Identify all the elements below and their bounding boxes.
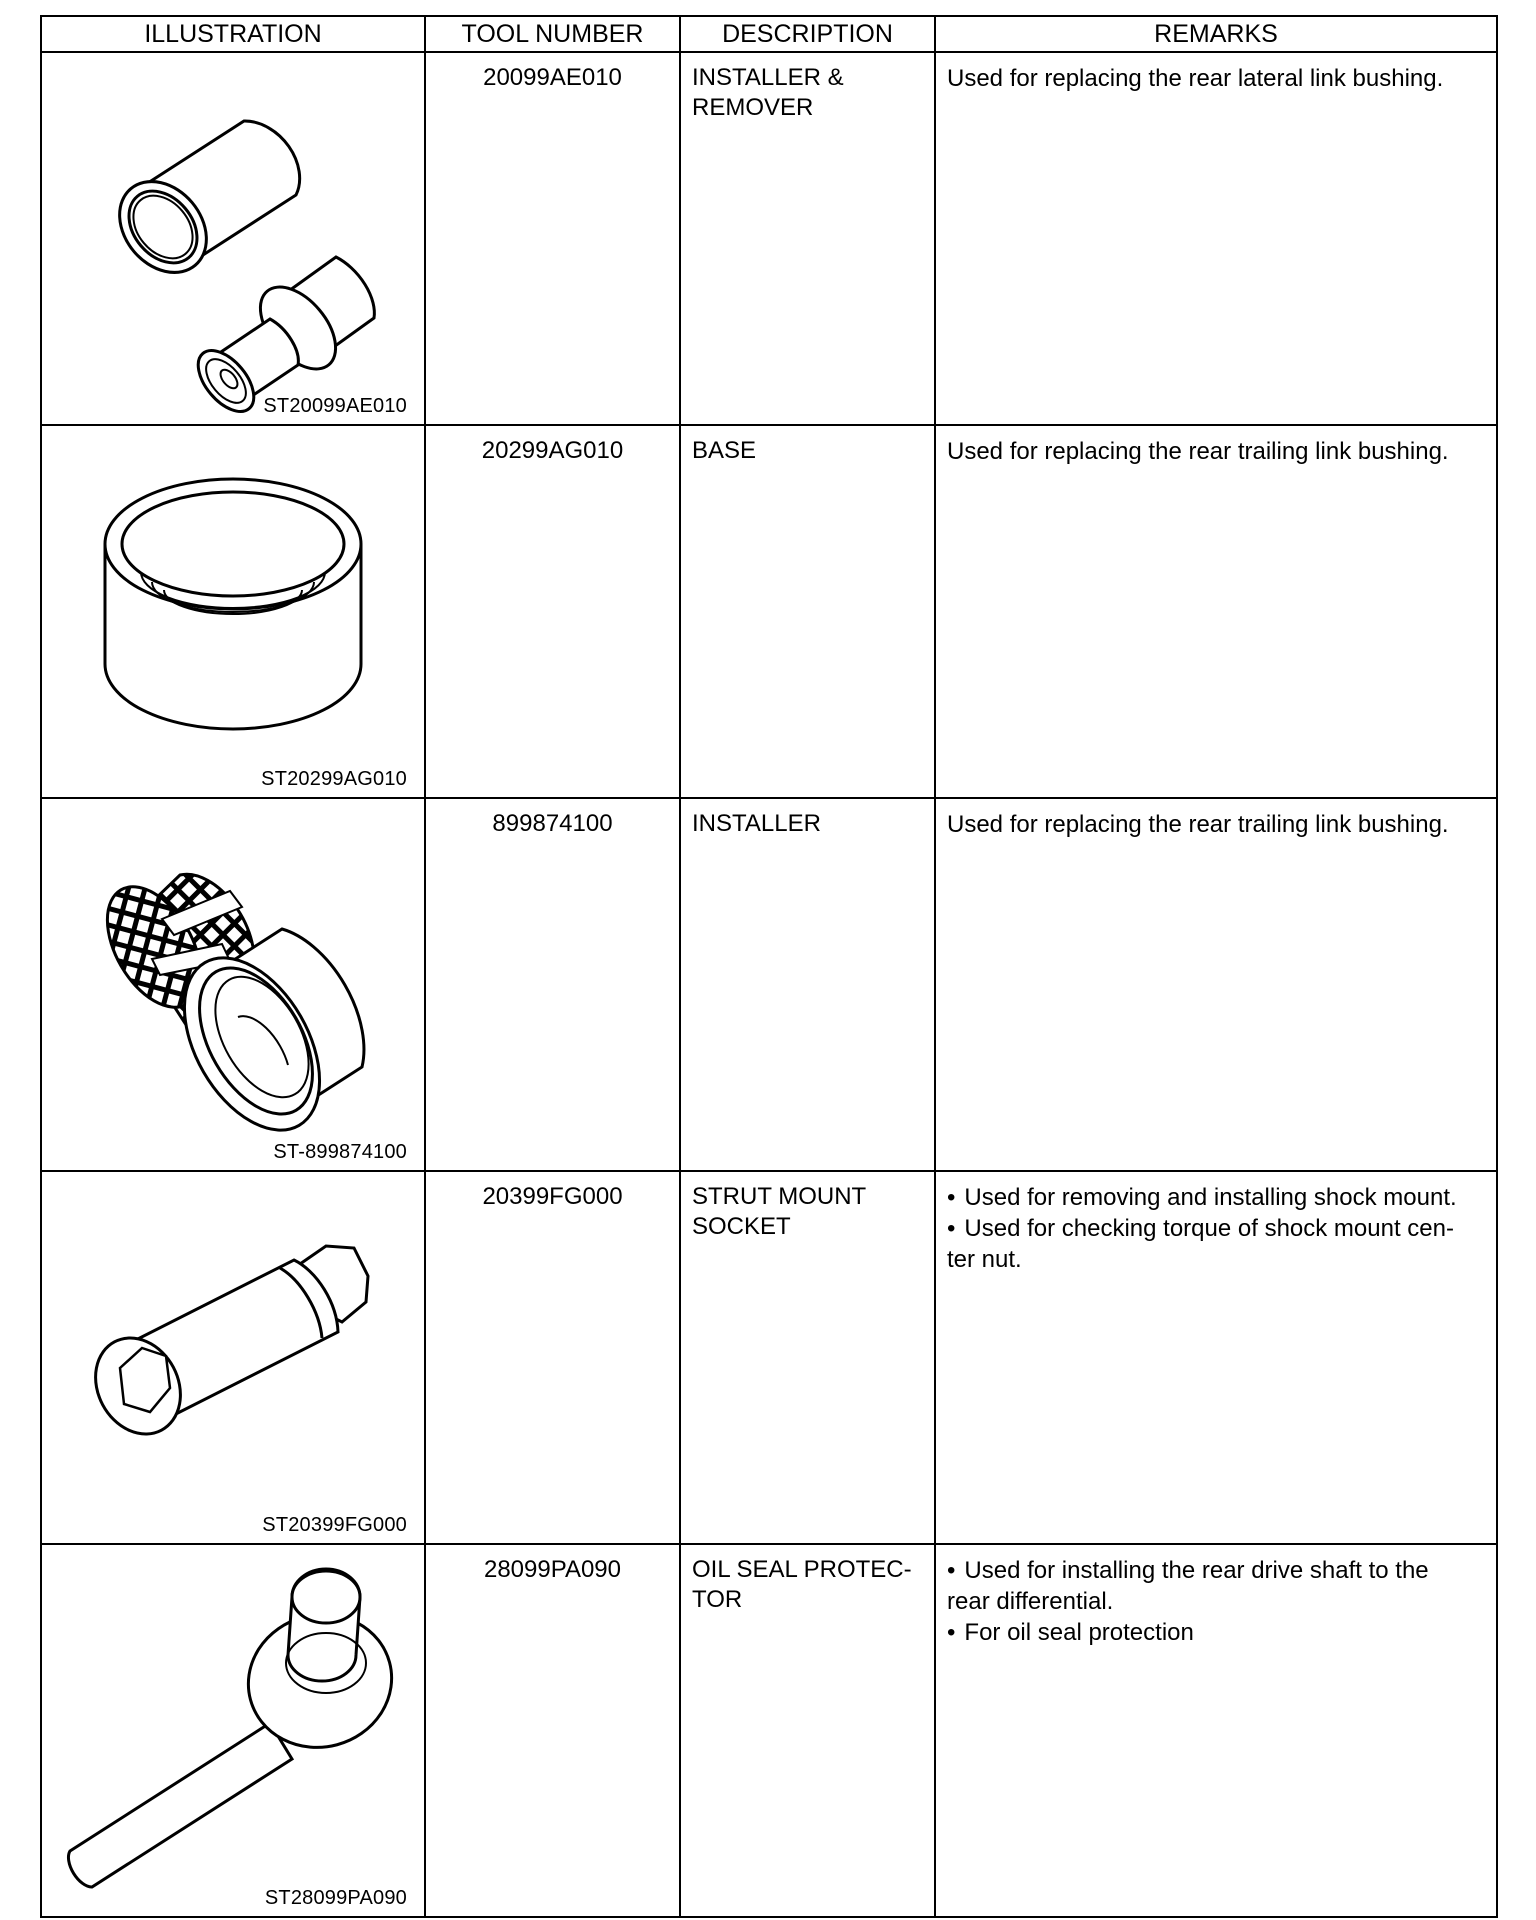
illustration-cell: [41, 798, 425, 1171]
remarks-text: Used for installing the rear drive shaft to the: [964, 1557, 1429, 1584]
tool-number-cell: 20099AE010: [425, 52, 680, 425]
description-line: INSTALLER: [692, 810, 821, 837]
illustration-cell: [41, 52, 425, 425]
bullet-dot: •: [947, 1557, 956, 1584]
table-row: [41, 425, 1497, 798]
table-row: [41, 1544, 1497, 1917]
illustration-cell: [41, 425, 425, 798]
remarks-cell: [935, 1544, 1497, 1917]
tool-number-cell: 899874100: [425, 798, 680, 1171]
remarks-text: Used for checking torque of shock mount cen-: [964, 1215, 1454, 1242]
remarks-text: Used for replacing the rear trailing link bushing.: [947, 438, 1449, 465]
installer-remover-illustration: [42, 53, 426, 424]
remarks-text: Used for replacing the rear lateral link bushing.: [947, 65, 1444, 92]
remarks-bullet-item: [947, 1182, 1488, 1213]
tool-number-cell: 20399FG000: [425, 1171, 680, 1544]
description-cell: [680, 1544, 935, 1917]
table-row: [41, 1171, 1497, 1544]
oil-seal-protector-illustration: [42, 1545, 426, 1916]
description-cell: [680, 1171, 935, 1544]
remarks-bullet-list: [947, 1555, 1488, 1648]
description-cell: [680, 798, 935, 1171]
table-row: [41, 52, 1497, 425]
remarks-bullet-item: [947, 1213, 1488, 1275]
header-tool-number: TOOL NUMBER: [425, 16, 680, 52]
description-line: INSTALLER &: [692, 64, 844, 91]
header-illustration: ILLUSTRATION: [41, 16, 425, 52]
bullet-dot: •: [947, 1184, 956, 1211]
special-tools-table: [40, 15, 1498, 1918]
remarks-bullet-list: [947, 1182, 1488, 1275]
description-cell: [680, 52, 935, 425]
illustration-cell: [41, 1544, 425, 1917]
remarks-cell: [935, 798, 1497, 1171]
description-line: SOCKET: [692, 1213, 791, 1240]
header-remarks: REMARKS: [935, 16, 1497, 52]
illustration-cell: [41, 1171, 425, 1544]
illustration-caption: ST20099AE010: [263, 395, 407, 417]
remarks-text: For oil seal protection: [964, 1619, 1194, 1646]
remarks-text: rear differential.: [947, 1588, 1114, 1615]
remarks-cell: [935, 425, 1497, 798]
remarks-bullet-item: [947, 1617, 1488, 1648]
illustration-caption: ST20299AG010: [261, 768, 407, 790]
description-line: OIL SEAL PROTEC-: [692, 1556, 912, 1583]
tool-number-cell: 20299AG010: [425, 425, 680, 798]
installer-knurled-illustration: [42, 799, 426, 1170]
description-line: TOR: [692, 1586, 743, 1613]
base-illustration: [42, 426, 426, 797]
strut-mount-socket-illustration: [42, 1172, 426, 1543]
remarks-text: ter nut.: [947, 1246, 1022, 1273]
description-cell: [680, 425, 935, 798]
remarks-cell: [935, 1171, 1497, 1544]
description-line: REMOVER: [692, 94, 814, 121]
table-row: [41, 798, 1497, 1171]
bullet-dot: •: [947, 1619, 956, 1646]
bullet-dot: •: [947, 1215, 956, 1242]
remarks-bullet-item: [947, 1555, 1488, 1617]
remarks-cell: [935, 52, 1497, 425]
table-header-row: [41, 16, 1497, 52]
remarks-text: Used for removing and installing shock mount.: [964, 1184, 1457, 1211]
illustration-caption: ST-899874100: [273, 1141, 407, 1163]
description-line: STRUT MOUNT: [692, 1183, 867, 1210]
illustration-caption: ST20399FG000: [262, 1514, 407, 1536]
tool-number-cell: 28099PA090: [425, 1544, 680, 1917]
description-line: BASE: [692, 437, 757, 464]
header-description: DESCRIPTION: [680, 16, 935, 52]
remarks-text: Used for replacing the rear trailing link bushing.: [947, 811, 1449, 838]
illustration-caption: ST28099PA090: [264, 1887, 407, 1909]
